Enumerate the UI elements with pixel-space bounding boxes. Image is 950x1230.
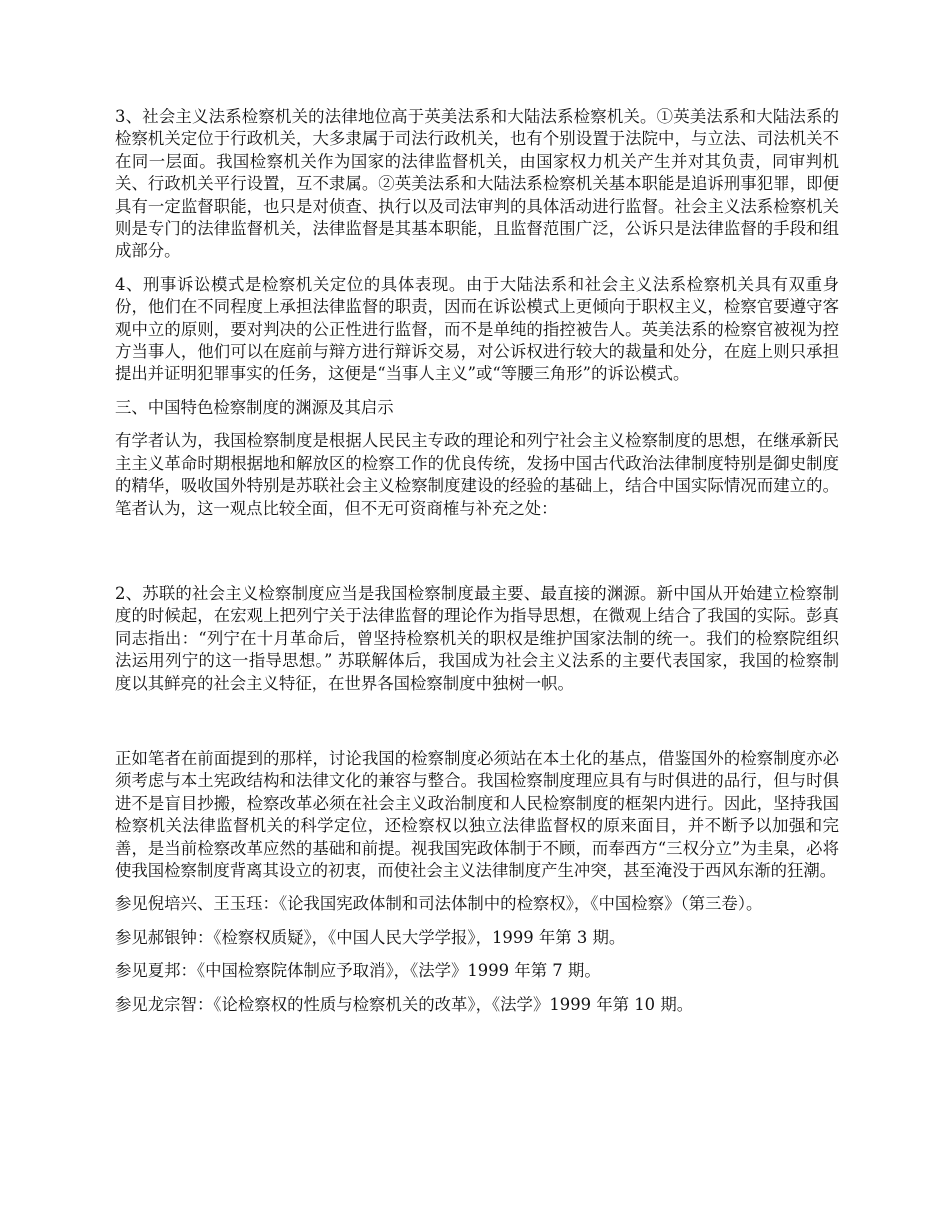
reference-item: 参见倪培兴、王玉珏：《论我国宪政体制和司法体制中的检察权》，《中国检察》（第三卷）。 [115,894,763,914]
paragraph-scholar-view: 有学者认为，我国检察制度是根据人民民主专政的理论和列宁社会主义检察制度的思想，在继承新民主主义革命时期根据地和解放区的检察工作的优良传统，发扬中国古代政治法律制度特别是御史制度的精华，吸收国外特别是苏联社会主义检察制度建设的经验的基础上，结合中国实际情况而建立的。 笔者认为，这一观点比较全面，但不无可资商榷与补充之处： [115,431,839,518]
reference-item: 参见郝银钟：《检察权质疑》，《中国人民大学学报》，1999 年第 3 期。 [115,927,626,947]
paragraph-soviet-origin: 2、苏联的社会主义检察制度应当是我国检察制度最主要、最直接的渊源。新中国从开始建立检察制度的时候起，在宏观上把列宁关于法律监督的理论作为指导思想，在微观上结合了我国的实际。彭真同志指出：“列宁在十月革命后，曾坚持检察机关的职权是维护国家法制的统一。我们的检察院组织法运用列宁的这一指导思想。” 苏联解体后，我国成为社会主义法系的主要代表国家，我国的检察制度以其鲜亮的社会主义特征，在世界各国检察制度中独树一帜。 [115,583,839,693]
reference-item: 参见夏邦：《中国检察院体制应予取消》，《法学》1999 年第 7 期。 [115,961,601,981]
blank-gap [115,706,839,748]
paragraph-legal-status: 3、社会主义法系检察机关的法律地位高于英美法系和大陆法系检察机关。①英美法系和大陆法系的检察机关定位于行政机关，大多隶属于司法行政机关，也有个别设置于法院中，与立法、司法机关不在同一层面。我国检察机关作为国家的法律监督机关，由国家权力机关产生并对其负责，同审判机关、行政机关平行设置，互不隶属。②英美法系和大陆法系检察机关基本职能是追诉刑事犯罪，即便具有一定监督职能，也只是对侦查、执行以及司法审判的具体活动进行监督。社会主义法系检察机关则是专门的法律监督机关，法律监督是其基本职能，且监督范围广泛，公诉只是法律监督的手段和组成部分。 [115,107,839,261]
paragraph-litigation-model: 4、刑事诉讼模式是检察机关定位的具体表现。由于大陆法系和社会主义法系检察机关具有双重身份，他们在不同程度上承担法律监督的职责，因而在诉讼模式上更倾向于职权主义，检察官要遵守客观中立的原则，要对判决的公正性进行监督，而不是单纯的指控被告人。英美法系的检察官被视为控方当事人，他们可以在庭前与辩方进行辩诉交易，对公诉权进行较大的裁量和处分，在庭上则只承担提出并证明犯罪事实的任务，这便是“当事人主义”或“等腰三角形”的诉讼模式。 [115,274,839,384]
document-body [115,106,839,1027]
section-heading: 三、中国特色检察制度的渊源及其启示 [115,397,394,417]
blank-gap [115,531,839,583]
paragraph-conclusion: 正如笔者在前面提到的那样，讨论我国的检察制度必须站在本土化的基点，借鉴国外的检察制度亦必须考虑与本土宪政结构和法律文化的兼容与整合。我国检察制度理应具有与时俱进的品行，但与时俱进不是盲目抄搬，检察改革必须在社会主义政治制度和人民检察制度的框架内进行。因此，坚持我国检察机关法律监督机关的科学定位，还检察权以独立法律监督权的原来面目，并不断予以加强和完善，是当前检察改革应然的基础和前提。视我国宪政体制于不顾，而奉西方“三权分立”为圭臬，必将使我国检察制度背离其设立的初衷，而使社会主义法律制度产生冲突，甚至淹没于西风东渐的狂潮。 [115,748,839,880]
reference-item: 参见龙宗智：《论检察权的性质与检察机关的改革》，《法学》1999 年第 10 期。 [115,994,694,1014]
